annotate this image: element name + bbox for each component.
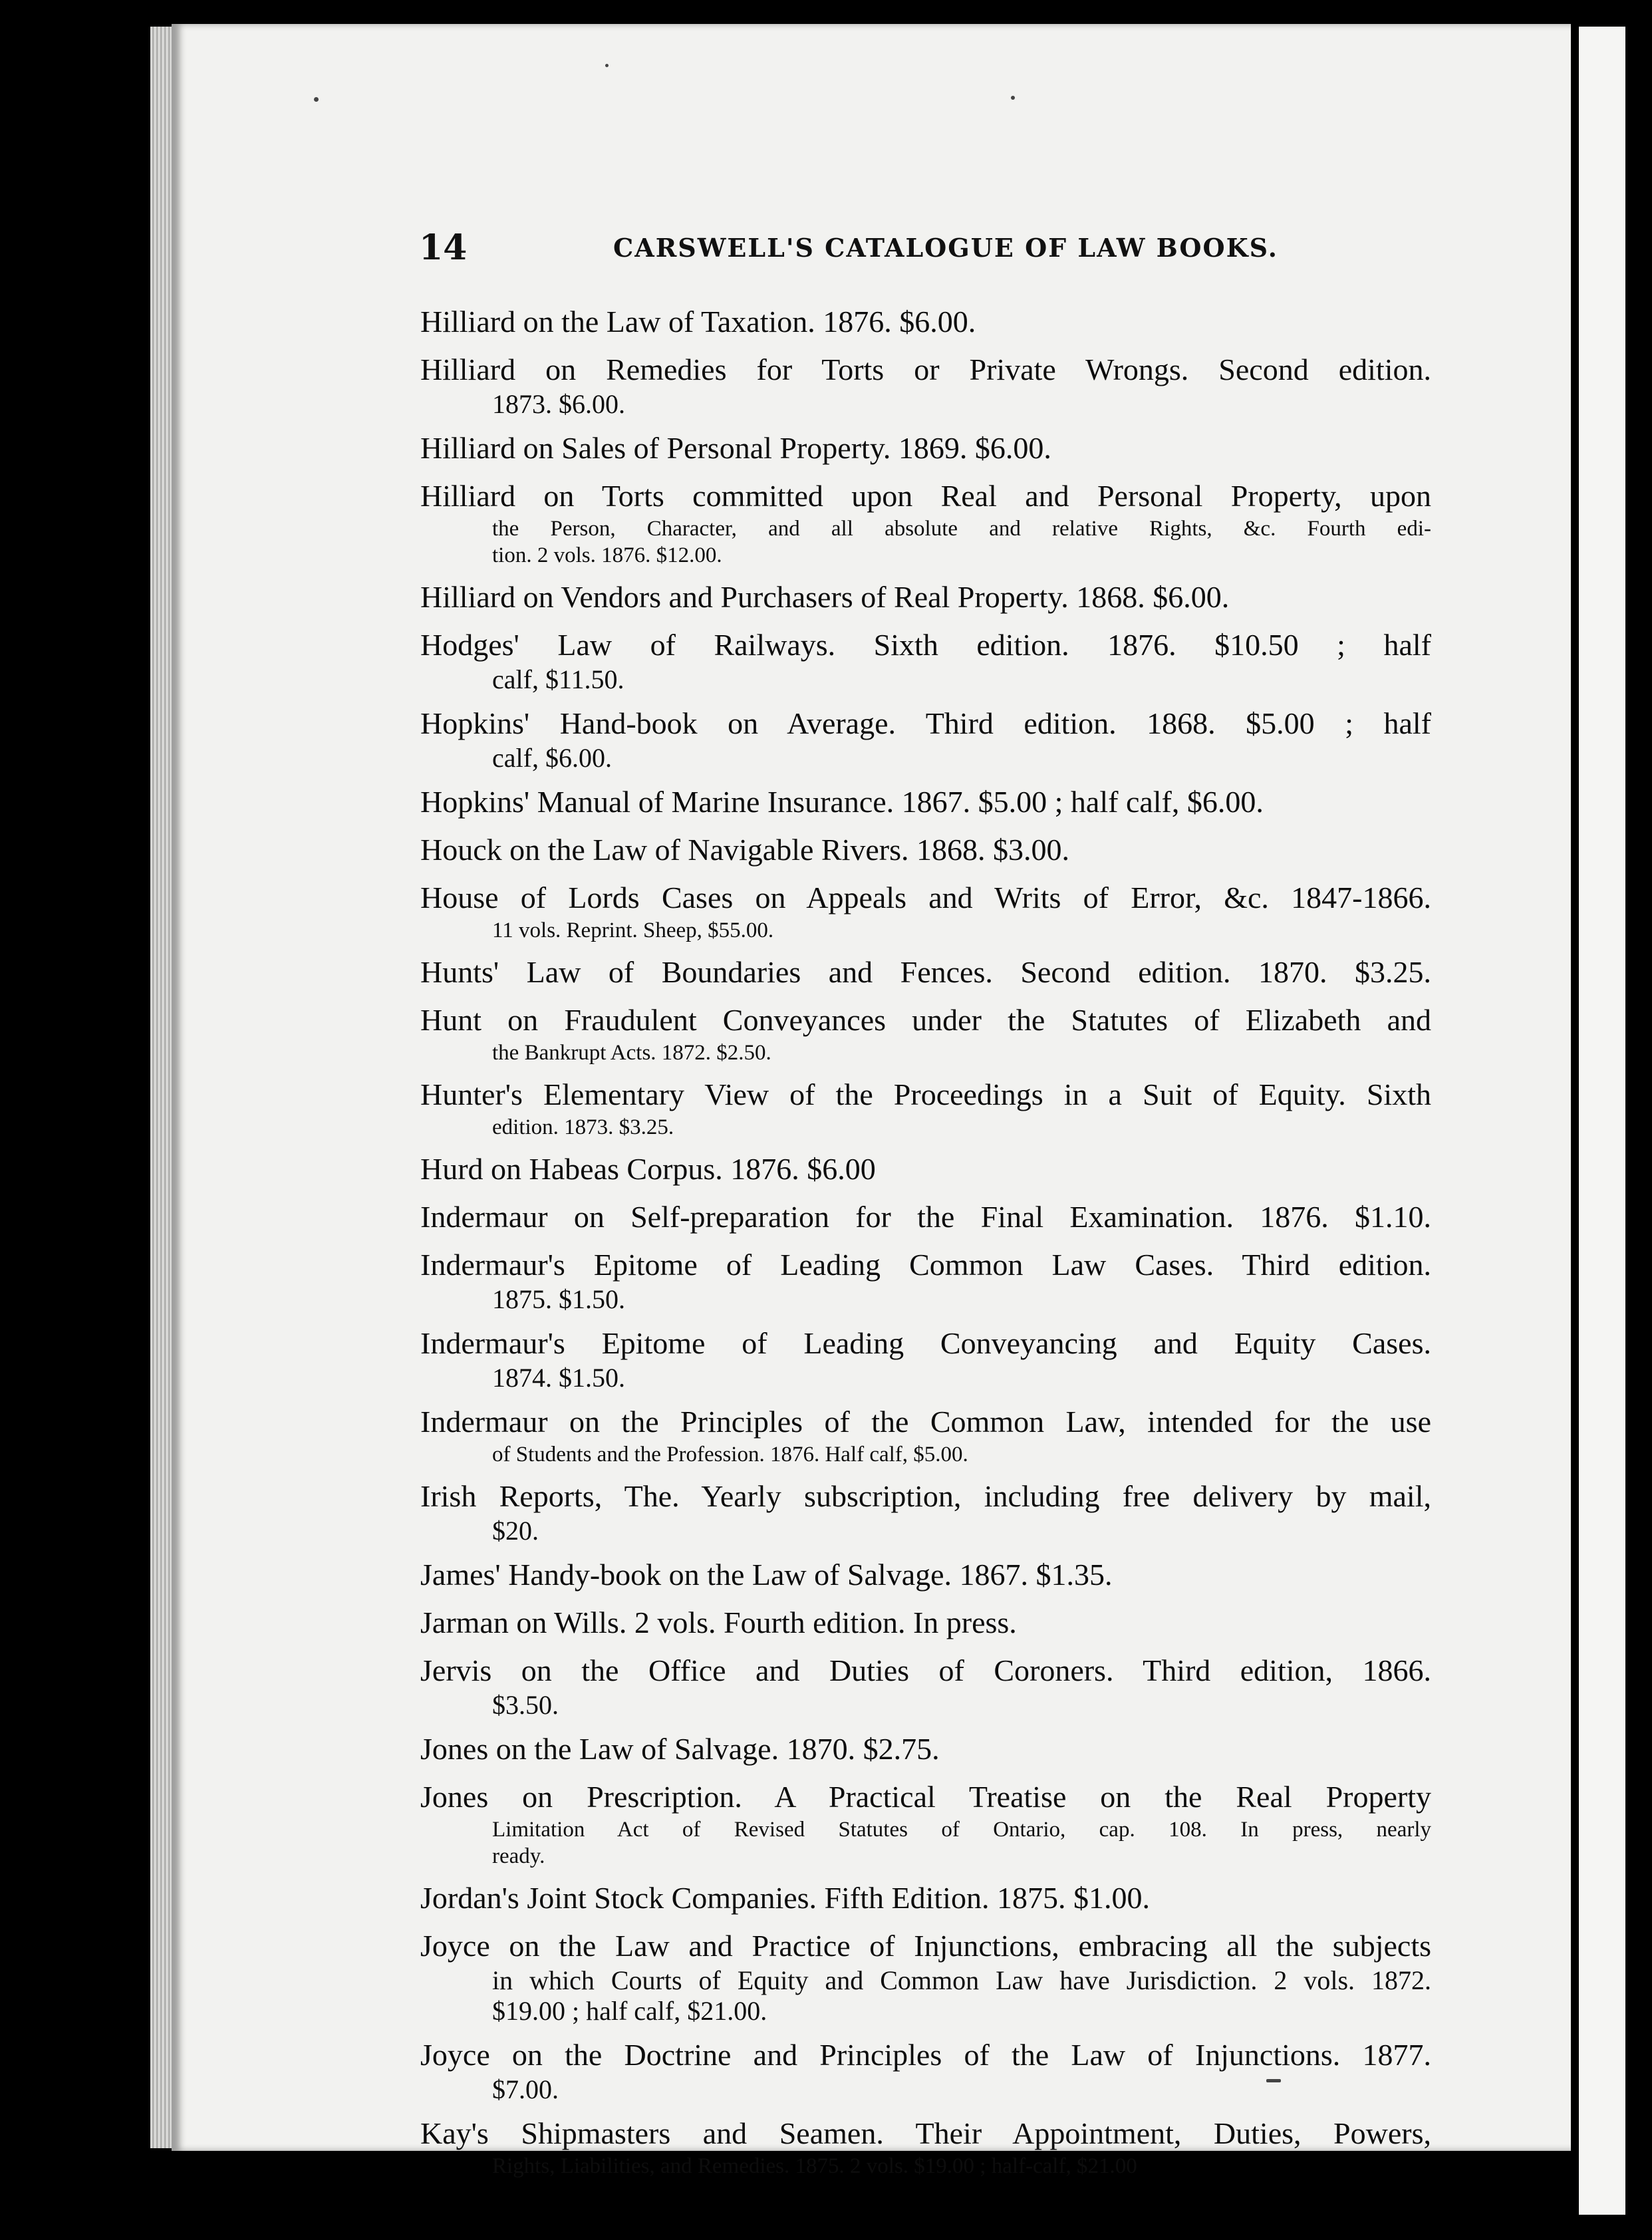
- entry-title-line: Hunt on Fraudulent Conveyances under the Statutes of Elizabeth and: [420, 1003, 1431, 1037]
- entry-title-line: Hilliard on the Law of Taxation. 1876. $6.00.: [420, 305, 976, 339]
- running-title: CARSWELL'S CATALOGUE OF LAW BOOKS.: [613, 233, 1278, 263]
- entry-continuation-line: edition. 1873. $3.25.: [492, 1115, 674, 1139]
- entry-continuation-line: the Bankrupt Acts. 1872. $2.50.: [492, 1041, 771, 1065]
- entry-continuation-line: $3.50.: [492, 1690, 559, 1720]
- catalogue-entry: [420, 1477, 1431, 1546]
- entry-title-line: Jervis on the Office and Duties of Coroners. Third edition, 1866.: [420, 1653, 1431, 1687]
- entry-title-line: Jones on the Law of Salvage. 1870. $2.75.: [420, 1732, 940, 1766]
- entry-continuation-line: in which Courts of Equity and Common Law have Jurisdiction. 2 vols. 1872.: [492, 1965, 1431, 1995]
- catalogue-entry: [420, 879, 1431, 944]
- entry-continuation-line: $20.: [492, 1516, 539, 1546]
- catalogue-entry: [420, 1403, 1431, 1468]
- dust-speck: [605, 64, 609, 67]
- page-number: 14: [419, 227, 468, 268]
- entry-title-line: Hilliard on Torts committed upon Real and Personal Property, upon: [420, 479, 1431, 513]
- catalogue-entry: [420, 429, 1431, 468]
- catalogue-entry: [420, 477, 1431, 569]
- entry-continuation-line: of Students and the Profession. 1876. Half calf, $5.00.: [492, 1443, 968, 1467]
- page-edge: [150, 27, 173, 2148]
- entry-continuation-line: Limitation Act of Revised Statutes of Ontario, cap. 108. In press, nearly: [492, 1818, 1431, 1842]
- entry-title-line: Hilliard on Remedies for Torts or Private Wrongs. Second edition.: [420, 352, 1431, 386]
- dust-speck: [314, 97, 319, 102]
- entry-continuation-line: 1875. $1.50.: [492, 1284, 625, 1314]
- entry-title-line: Indermaur on Self-preparation for the Final Examination. 1876. $1.10.: [420, 1200, 1431, 1234]
- catalogue-entry: [420, 953, 1431, 992]
- catalogue-entry: [420, 2036, 1431, 2105]
- catalogue-entry: [420, 1001, 1431, 1066]
- catalogue-entry: [420, 1604, 1431, 1642]
- entry-title-line: Hilliard on Sales of Personal Property. 1869. $6.00.: [420, 431, 1051, 465]
- catalogue-entry: [420, 1556, 1431, 1594]
- catalogue-entry: [420, 1246, 1431, 1315]
- catalogue-entries: [420, 303, 1431, 2189]
- entry-title-line: James' Handy-book on the Law of Salvage. 1867. $1.35.: [420, 1558, 1113, 1592]
- entry-title-line: Hopkins' Manual of Marine Insurance. 1867. $5.00 ; half calf, $6.00.: [420, 785, 1264, 819]
- catalogue-entry: [420, 783, 1431, 821]
- entry-continuation-line: tion. 2 vols. 1876. $12.00.: [492, 543, 722, 567]
- entry-title-line: Irish Reports, The. Yearly subscription, including free delivery by mail,: [420, 1479, 1431, 1513]
- entry-title-line: Houck on the Law of Navigable Rivers. 1868. $3.00.: [420, 833, 1070, 867]
- entry-continuation-line: 1873. $6.00.: [492, 389, 625, 419]
- catalogue-entry: [420, 1324, 1431, 1393]
- entry-title-line: Kay's Shipmasters and Seamen. Their Appointment, Duties, Powers,: [420, 2116, 1431, 2150]
- entry-continuation-line: $7.00.: [492, 2074, 559, 2104]
- catalogue-entry: [420, 1778, 1431, 1870]
- entry-continuation-line: 11 vols. Reprint. Sheep, $55.00.: [492, 918, 774, 942]
- entry-title-line: Hilliard on Vendors and Purchasers of Real Property. 1868. $6.00.: [420, 580, 1230, 614]
- catalogue-entry: [420, 303, 1431, 341]
- entry-title-line: Jarman on Wills. 2 vols. Fourth edition. In press.: [420, 1606, 1017, 1639]
- catalogue-entry: [420, 2114, 1431, 2179]
- entry-title-line: Jones on Prescription. A Practical Treatise on the Real Property: [420, 1780, 1431, 1814]
- entry-title-line: House of Lords Cases on Appeals and Writs of Error, &c. 1847-1866.: [420, 881, 1431, 914]
- entry-title-line: Indermaur's Epitome of Leading Conveyancing and Equity Cases.: [420, 1326, 1431, 1360]
- catalogue-entry: [420, 1879, 1431, 1917]
- entry-title-line: Hopkins' Hand-book on Average. Third edition. 1868. $5.00 ; half: [420, 706, 1431, 740]
- facing-page-edge: [1579, 27, 1625, 2215]
- entry-title-line: Indermaur on the Principles of the Common Law, intended for the use: [420, 1405, 1431, 1439]
- entry-title-line: Hunter's Elementary View of the Proceedings in a Suit of Equity. Sixth: [420, 1077, 1431, 1111]
- catalogue-entry: [420, 1198, 1431, 1236]
- catalogue-entry: [420, 1651, 1431, 1721]
- catalogue-entry: [420, 1730, 1431, 1768]
- entry-title-line: Joyce on the Law and Practice of Injunctions, embracing all the subjects: [420, 1929, 1431, 1963]
- entry-title-line: Jordan's Joint Stock Companies. Fifth Edition. 1875. $1.00.: [420, 1881, 1150, 1915]
- catalogue-entry: [420, 578, 1431, 617]
- entry-title-line: Hurd on Habeas Corpus. 1876. $6.00: [420, 1152, 876, 1186]
- entry-title-line: Indermaur's Epitome of Leading Common Law Cases. Third edition.: [420, 1248, 1431, 1282]
- dust-speck: [1011, 96, 1015, 100]
- page-header: [419, 227, 1510, 274]
- entry-continuation-line: calf, $11.50.: [492, 664, 624, 694]
- entry-title-line: Joyce on the Doctrine and Principles of the Law of Injunctions. 1877.: [420, 2038, 1431, 2072]
- entry-continuation-line: the Person, Character, and all absolute and relative Rights, &c. Fourth edi-: [492, 517, 1431, 541]
- entry-continuation-line: 1874. $1.50.: [492, 1363, 625, 1393]
- catalogue-entry: [420, 831, 1431, 869]
- catalogue-entry: [420, 1150, 1431, 1189]
- entry-title-line: Hodges' Law of Railways. Sixth edition. 1876. $10.50 ; half: [420, 628, 1431, 662]
- entry-continuation-line: $19.00 ; half calf, $21.00.: [492, 1996, 767, 2026]
- entry-continuation-line: Rights, Liabilities, and Remedies. 1875. 2 vols. $19.00 ; half-calf, $21.00: [492, 2154, 1137, 2178]
- catalogue-entry: [420, 704, 1431, 773]
- entry-continuation-line: calf, $6.00.: [492, 743, 612, 773]
- catalogue-entry: [420, 626, 1431, 695]
- catalogue-entry: [420, 1075, 1431, 1141]
- catalogue-entry: [420, 1927, 1431, 2027]
- entry-title-line: Hunts' Law of Boundaries and Fences. Second edition. 1870. $3.25.: [420, 955, 1431, 989]
- catalogue-entry: [420, 350, 1431, 420]
- entry-continuation-line: ready.: [492, 1844, 545, 1868]
